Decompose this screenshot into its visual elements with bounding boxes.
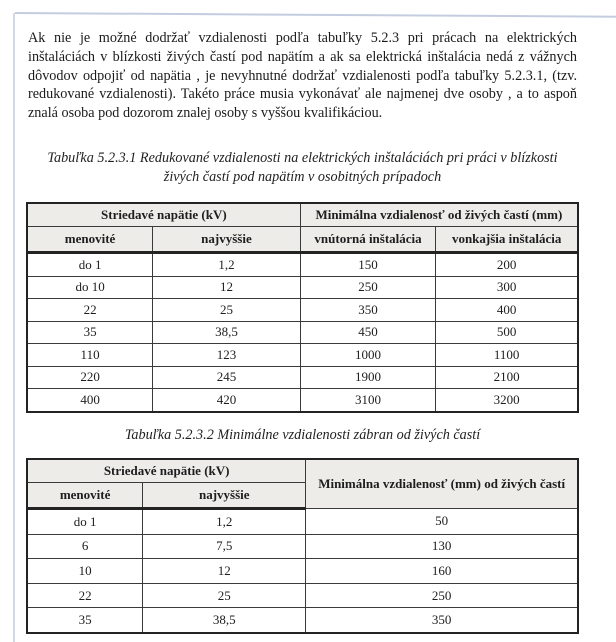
table-row xyxy=(27,583,578,608)
table-cell: 150 xyxy=(300,253,436,277)
table2-group-header-row xyxy=(27,459,578,483)
table-cell: 220 xyxy=(27,366,153,389)
table-cell: do 1 xyxy=(27,509,143,535)
table-cell: 110 xyxy=(27,344,153,367)
table1-group-header-distance: Minimálna vzdialenosť od živých častí (mm) xyxy=(300,203,578,227)
table-cell: 22 xyxy=(27,299,153,322)
table-cell: 6 xyxy=(27,534,143,559)
scan-page-edge-horizontal-line xyxy=(15,12,616,18)
table-cell: 35 xyxy=(27,608,143,633)
table-cell: 25 xyxy=(153,299,301,322)
table-cell: 1900 xyxy=(300,366,436,389)
table-cell: 12 xyxy=(143,559,306,584)
table-cell: 7,5 xyxy=(143,534,306,559)
table-cell: 1,2 xyxy=(143,509,306,535)
table-cell: 22 xyxy=(27,583,143,608)
table-cell: 160 xyxy=(306,559,578,584)
table-cell: 38,5 xyxy=(153,321,301,344)
table-row xyxy=(27,276,578,299)
table2-group-header-voltage: Striedavé napätie (kV) xyxy=(27,459,306,483)
table-cell: 25 xyxy=(143,583,306,608)
intro-paragraph: Ak nie je možné dodržať vzdialenosti podľa tabuľky 5.2.3 pri prácach na elektrických inštaláciách v blízkosti živých častí pod napätím a ak sa elektrická inštalácia nedá z vážnych dôvodov odpojiť od napätia , je nevyhnutné dodržať vzdialenosti podľa tabuľky 5.2.3.1, (tzv. redukované vzdialenosti). Takéto práce musia vykonávať ale najmenej dve osoby , a to aspoň znalá osoba pod dozorom znalej osoby s vyššou kvalifikáciou. xyxy=(28,30,577,121)
table-row xyxy=(27,366,578,389)
table1-group-header-voltage: Striedavé napätie (kV) xyxy=(27,203,300,227)
table-cell: 50 xyxy=(306,509,578,535)
table-cell: 1000 xyxy=(300,344,436,367)
table-cell: 200 xyxy=(436,253,578,277)
table-cell: 35 xyxy=(27,321,153,344)
table-cell: do 1 xyxy=(27,253,153,277)
table-cell: 130 xyxy=(306,534,578,559)
table1-group-header-row xyxy=(27,203,578,227)
table1-col-header-outdoor: vonkajšia inštalácia xyxy=(436,227,578,253)
table-cell: 350 xyxy=(300,299,436,322)
table1-column-header-row xyxy=(27,227,578,253)
table-cell: 2100 xyxy=(436,366,578,389)
table2-header-distance: Minimálna vzdialenosť (mm) od živých častí xyxy=(306,459,578,509)
table2-col-header-highest: najvyššie xyxy=(143,483,306,509)
table-cell: 500 xyxy=(436,321,578,344)
table2-caption: Tabuľka 5.2.3.2 Minimálne vzdialenosti zábran od živých častí xyxy=(124,427,481,443)
table-cell: 300 xyxy=(436,276,578,299)
table2-col-header-nominal: menovité xyxy=(27,483,143,509)
table-cell: 420 xyxy=(153,389,301,412)
table-cell: 450 xyxy=(300,321,436,344)
table-cell: 245 xyxy=(153,366,301,389)
table-row xyxy=(27,534,578,559)
table-cell: 1,2 xyxy=(153,253,301,277)
table-cell: 250 xyxy=(306,583,578,608)
table-row xyxy=(27,321,578,344)
table-cell: 38,5 xyxy=(143,608,306,633)
table-row xyxy=(27,299,578,322)
table1-col-header-indoor: vnútorná inštalácia xyxy=(300,227,436,253)
table-cell: 400 xyxy=(27,389,153,412)
table1-caption xyxy=(26,149,579,187)
table-row xyxy=(27,253,578,277)
table-row xyxy=(27,344,578,367)
table-cell: 400 xyxy=(436,299,578,322)
table-cell: 1100 xyxy=(436,344,578,367)
table-cell: 250 xyxy=(300,276,436,299)
barrier-distances-table xyxy=(26,458,579,634)
table-cell: 12 xyxy=(153,276,301,299)
table-cell: 10 xyxy=(27,559,143,584)
table-cell: 3200 xyxy=(436,389,578,412)
table-cell: 123 xyxy=(153,344,301,367)
table-cell: 350 xyxy=(306,608,578,633)
table1-col-header-highest: najvyššie xyxy=(153,227,301,253)
table-cell: 3100 xyxy=(300,389,436,412)
table-row xyxy=(27,509,578,535)
table1-caption-line2: živých častí pod napätím v osobitných prípadoch xyxy=(163,169,442,185)
reduced-distances-table xyxy=(26,202,579,413)
table-cell: do 10 xyxy=(27,276,153,299)
table-row xyxy=(27,389,578,412)
table-row xyxy=(27,608,578,633)
scan-page-edge-vertical-line xyxy=(13,13,15,642)
table-row xyxy=(27,559,578,584)
table1-col-header-nominal: menovité xyxy=(27,227,153,253)
table1-caption-line1: Tabuľka 5.2.3.1 Redukované vzdialenosti na elektrických inštaláciách pri práci v blízkosti xyxy=(47,150,558,166)
